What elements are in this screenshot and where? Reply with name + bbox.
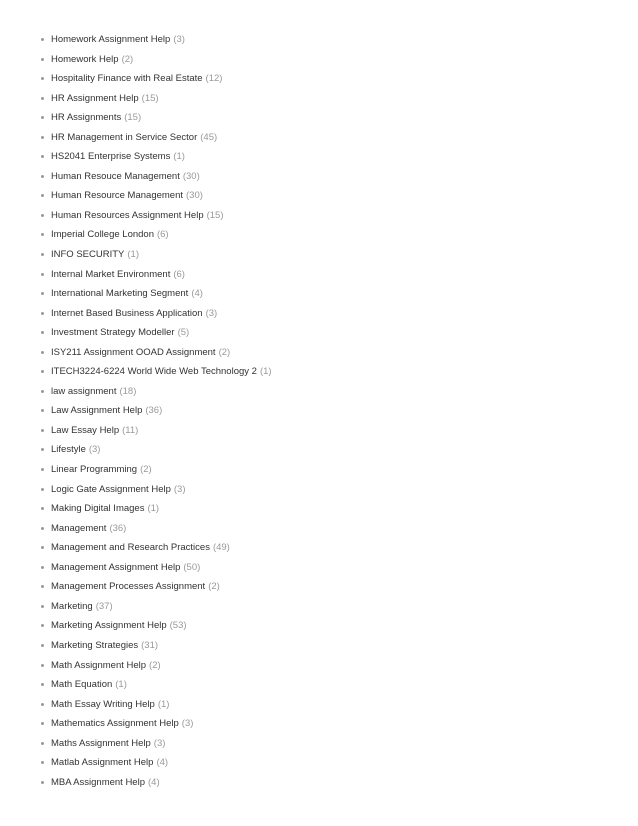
category-count: (18) — [119, 385, 137, 397]
list-item — [41, 753, 638, 773]
list-item — [41, 597, 638, 617]
category-count: (37) — [95, 600, 113, 612]
list-item — [41, 206, 638, 226]
bullet-icon — [41, 175, 44, 178]
list-item — [41, 225, 638, 245]
list-item — [41, 616, 638, 636]
bullet-icon — [41, 468, 44, 471]
category-link[interactable]: Logic Gate Assignment Help — [51, 483, 171, 495]
category-count: (30) — [182, 170, 200, 182]
bullet-icon — [41, 742, 44, 745]
bullet-icon — [41, 409, 44, 412]
category-link[interactable]: Math Equation — [51, 679, 113, 691]
bullet-icon — [41, 194, 44, 197]
list-item — [41, 695, 638, 715]
category-count: (15) — [124, 112, 142, 124]
list-item — [41, 440, 638, 460]
bullet-icon — [41, 331, 44, 334]
category-count: (50) — [183, 561, 201, 573]
list-item — [41, 636, 638, 656]
category-link[interactable]: Math Assignment Help — [51, 659, 147, 671]
bullet-icon — [41, 703, 44, 706]
category-count: (3) — [153, 737, 166, 749]
category-count: (1) — [127, 249, 139, 261]
category-count: (15) — [141, 92, 159, 104]
category-count: (2) — [218, 346, 231, 358]
category-link[interactable]: Human Resouce Management — [51, 170, 180, 182]
bullet-icon — [41, 233, 44, 236]
bullet-icon — [41, 448, 44, 451]
category-link[interactable]: Management Processes Assignment — [51, 581, 206, 593]
category-count: (1) — [157, 698, 170, 710]
list-item — [41, 89, 638, 109]
list-item — [41, 245, 638, 265]
category-count: (2) — [121, 53, 134, 65]
list-item — [41, 734, 638, 754]
category-link[interactable]: Lifestyle — [51, 444, 86, 456]
list-item — [41, 656, 638, 676]
bullet-icon — [41, 429, 44, 432]
category-link[interactable]: MBA Assignment Help — [51, 776, 145, 788]
category-count: (3) — [173, 483, 186, 495]
bullet-icon — [41, 273, 44, 276]
category-link[interactable]: INFO SECURITY — [51, 249, 125, 261]
bullet-icon — [41, 507, 44, 510]
bullet-icon — [41, 155, 44, 158]
category-count: (3) — [88, 444, 101, 456]
list-item — [41, 675, 638, 695]
bullet-icon — [41, 253, 44, 256]
list-item — [41, 167, 638, 187]
category-count: (3) — [173, 34, 185, 45]
category-count: (2) — [149, 659, 161, 671]
list-item — [41, 401, 638, 421]
bullet-icon — [41, 214, 44, 217]
bullet-icon — [41, 527, 44, 530]
list-item — [41, 773, 638, 793]
category-count: (2) — [208, 581, 220, 593]
category-link[interactable]: Law Assignment Help — [51, 405, 143, 417]
list-item — [41, 147, 638, 167]
category-count: (3) — [205, 307, 218, 319]
category-count: (1) — [259, 366, 272, 378]
list-item — [41, 50, 638, 70]
category-link[interactable]: HS2041 Enterprise Systems — [51, 151, 171, 163]
list-item — [41, 362, 638, 382]
category-link[interactable]: Linear Programming — [51, 464, 138, 476]
category-link[interactable]: Human Resource Management — [51, 190, 184, 202]
list-item — [41, 538, 638, 558]
bullet-icon — [41, 312, 44, 315]
bullet-icon — [41, 136, 44, 139]
category-link[interactable]: Mathematics Assignment Help — [51, 718, 179, 730]
bullet-icon — [41, 605, 44, 608]
list-item — [41, 265, 638, 285]
category-link[interactable]: HR Assignments — [51, 112, 122, 124]
category-count: (5) — [177, 327, 190, 339]
category-link[interactable]: Investment Strategy Modeller — [51, 327, 175, 339]
bullet-icon — [41, 58, 44, 61]
category-link[interactable]: International Marketing Segment — [51, 288, 189, 300]
list-item — [41, 69, 638, 89]
category-count: (49) — [212, 542, 230, 554]
category-link[interactable]: Imperial College London — [51, 229, 154, 241]
category-link[interactable]: Management Assignment Help — [51, 561, 181, 573]
bullet-icon — [41, 370, 44, 373]
bullet-icon — [41, 292, 44, 295]
category-link[interactable]: Making Digital Images — [51, 503, 145, 515]
bullet-icon — [41, 624, 44, 627]
list-item — [41, 382, 638, 402]
category-link[interactable]: Management and Research Practices — [51, 542, 210, 554]
list-item — [41, 128, 638, 148]
bullet-icon — [41, 97, 44, 100]
category-link[interactable]: Marketing Assignment Help — [51, 620, 167, 632]
category-count: (4) — [156, 757, 169, 769]
category-link[interactable]: Hospitality Finance with Real Estate — [51, 73, 203, 85]
bullet-icon — [41, 722, 44, 725]
list-item — [41, 499, 638, 519]
list-item — [41, 284, 638, 304]
list-item — [41, 558, 638, 578]
category-count: (6) — [173, 268, 185, 280]
category-count: (4) — [148, 776, 160, 788]
list-item — [41, 421, 638, 441]
list-item — [41, 30, 638, 50]
list-item — [41, 460, 638, 480]
category-link[interactable]: Law Essay Help — [51, 424, 120, 436]
category-count: (53) — [169, 620, 187, 632]
category-count: (11) — [122, 424, 139, 436]
category-link[interactable]: ITECH3224-6224 World Wide Web Technology 2 — [51, 366, 257, 378]
bullet-icon — [41, 781, 44, 784]
category-link[interactable]: ISY211 Assignment OOAD Assignment — [51, 346, 216, 358]
category-link[interactable]: HR Assignment Help — [51, 92, 139, 104]
category-count: (15) — [206, 209, 224, 221]
bullet-icon — [41, 116, 44, 119]
category-count: (6) — [156, 229, 169, 241]
category-count: (30) — [186, 190, 203, 202]
list-item — [41, 577, 638, 597]
category-link[interactable]: Math Essay Writing Help — [51, 698, 155, 710]
category-link[interactable]: Homework Assignment Help — [51, 34, 171, 45]
category-link[interactable]: HR Management in Service Sector — [51, 131, 198, 143]
category-link[interactable]: Internet Based Business Application — [51, 307, 203, 319]
category-count: (31) — [141, 639, 159, 651]
category-link[interactable]: Homework Help — [51, 53, 119, 65]
bullet-icon — [41, 38, 44, 41]
list-item — [41, 480, 638, 500]
category-count: (1) — [115, 679, 127, 691]
category-count: (45) — [200, 131, 218, 143]
list-item — [41, 186, 638, 206]
list-item — [41, 714, 638, 734]
category-count: (4) — [191, 288, 203, 300]
category-link[interactable]: Marketing — [51, 600, 93, 612]
list-item — [41, 304, 638, 324]
category-count: (1) — [173, 151, 185, 163]
list-item — [41, 519, 638, 539]
category-link[interactable]: Management — [51, 522, 107, 534]
list-item — [41, 108, 638, 128]
category-count: (1) — [147, 503, 160, 515]
bullet-icon — [41, 585, 44, 588]
bullet-icon — [41, 761, 44, 764]
category-link[interactable]: Internal Market Environment — [51, 268, 171, 280]
category-link[interactable]: Human Resources Assignment Help — [51, 209, 204, 221]
category-link[interactable]: Marketing Strategies — [51, 639, 139, 651]
bullet-icon — [41, 390, 44, 393]
bullet-icon — [41, 683, 44, 686]
category-link[interactable]: law assignment — [51, 385, 117, 397]
bullet-icon — [41, 488, 44, 491]
list-item — [41, 343, 638, 363]
bullet-icon — [41, 77, 44, 80]
bullet-icon — [41, 546, 44, 549]
list-item — [41, 323, 638, 343]
bullet-icon — [41, 664, 44, 667]
category-count: (12) — [205, 73, 223, 85]
category-link[interactable]: Matlab Assignment Help — [51, 757, 154, 769]
category-count: (2) — [140, 464, 152, 476]
bullet-icon — [41, 351, 44, 354]
category-link[interactable]: Maths Assignment Help — [51, 737, 151, 749]
category-count: (3) — [181, 718, 194, 730]
bullet-icon — [41, 644, 44, 647]
category-count: (36) — [145, 405, 163, 417]
bullet-icon — [41, 566, 44, 569]
category-count: (36) — [109, 522, 127, 534]
